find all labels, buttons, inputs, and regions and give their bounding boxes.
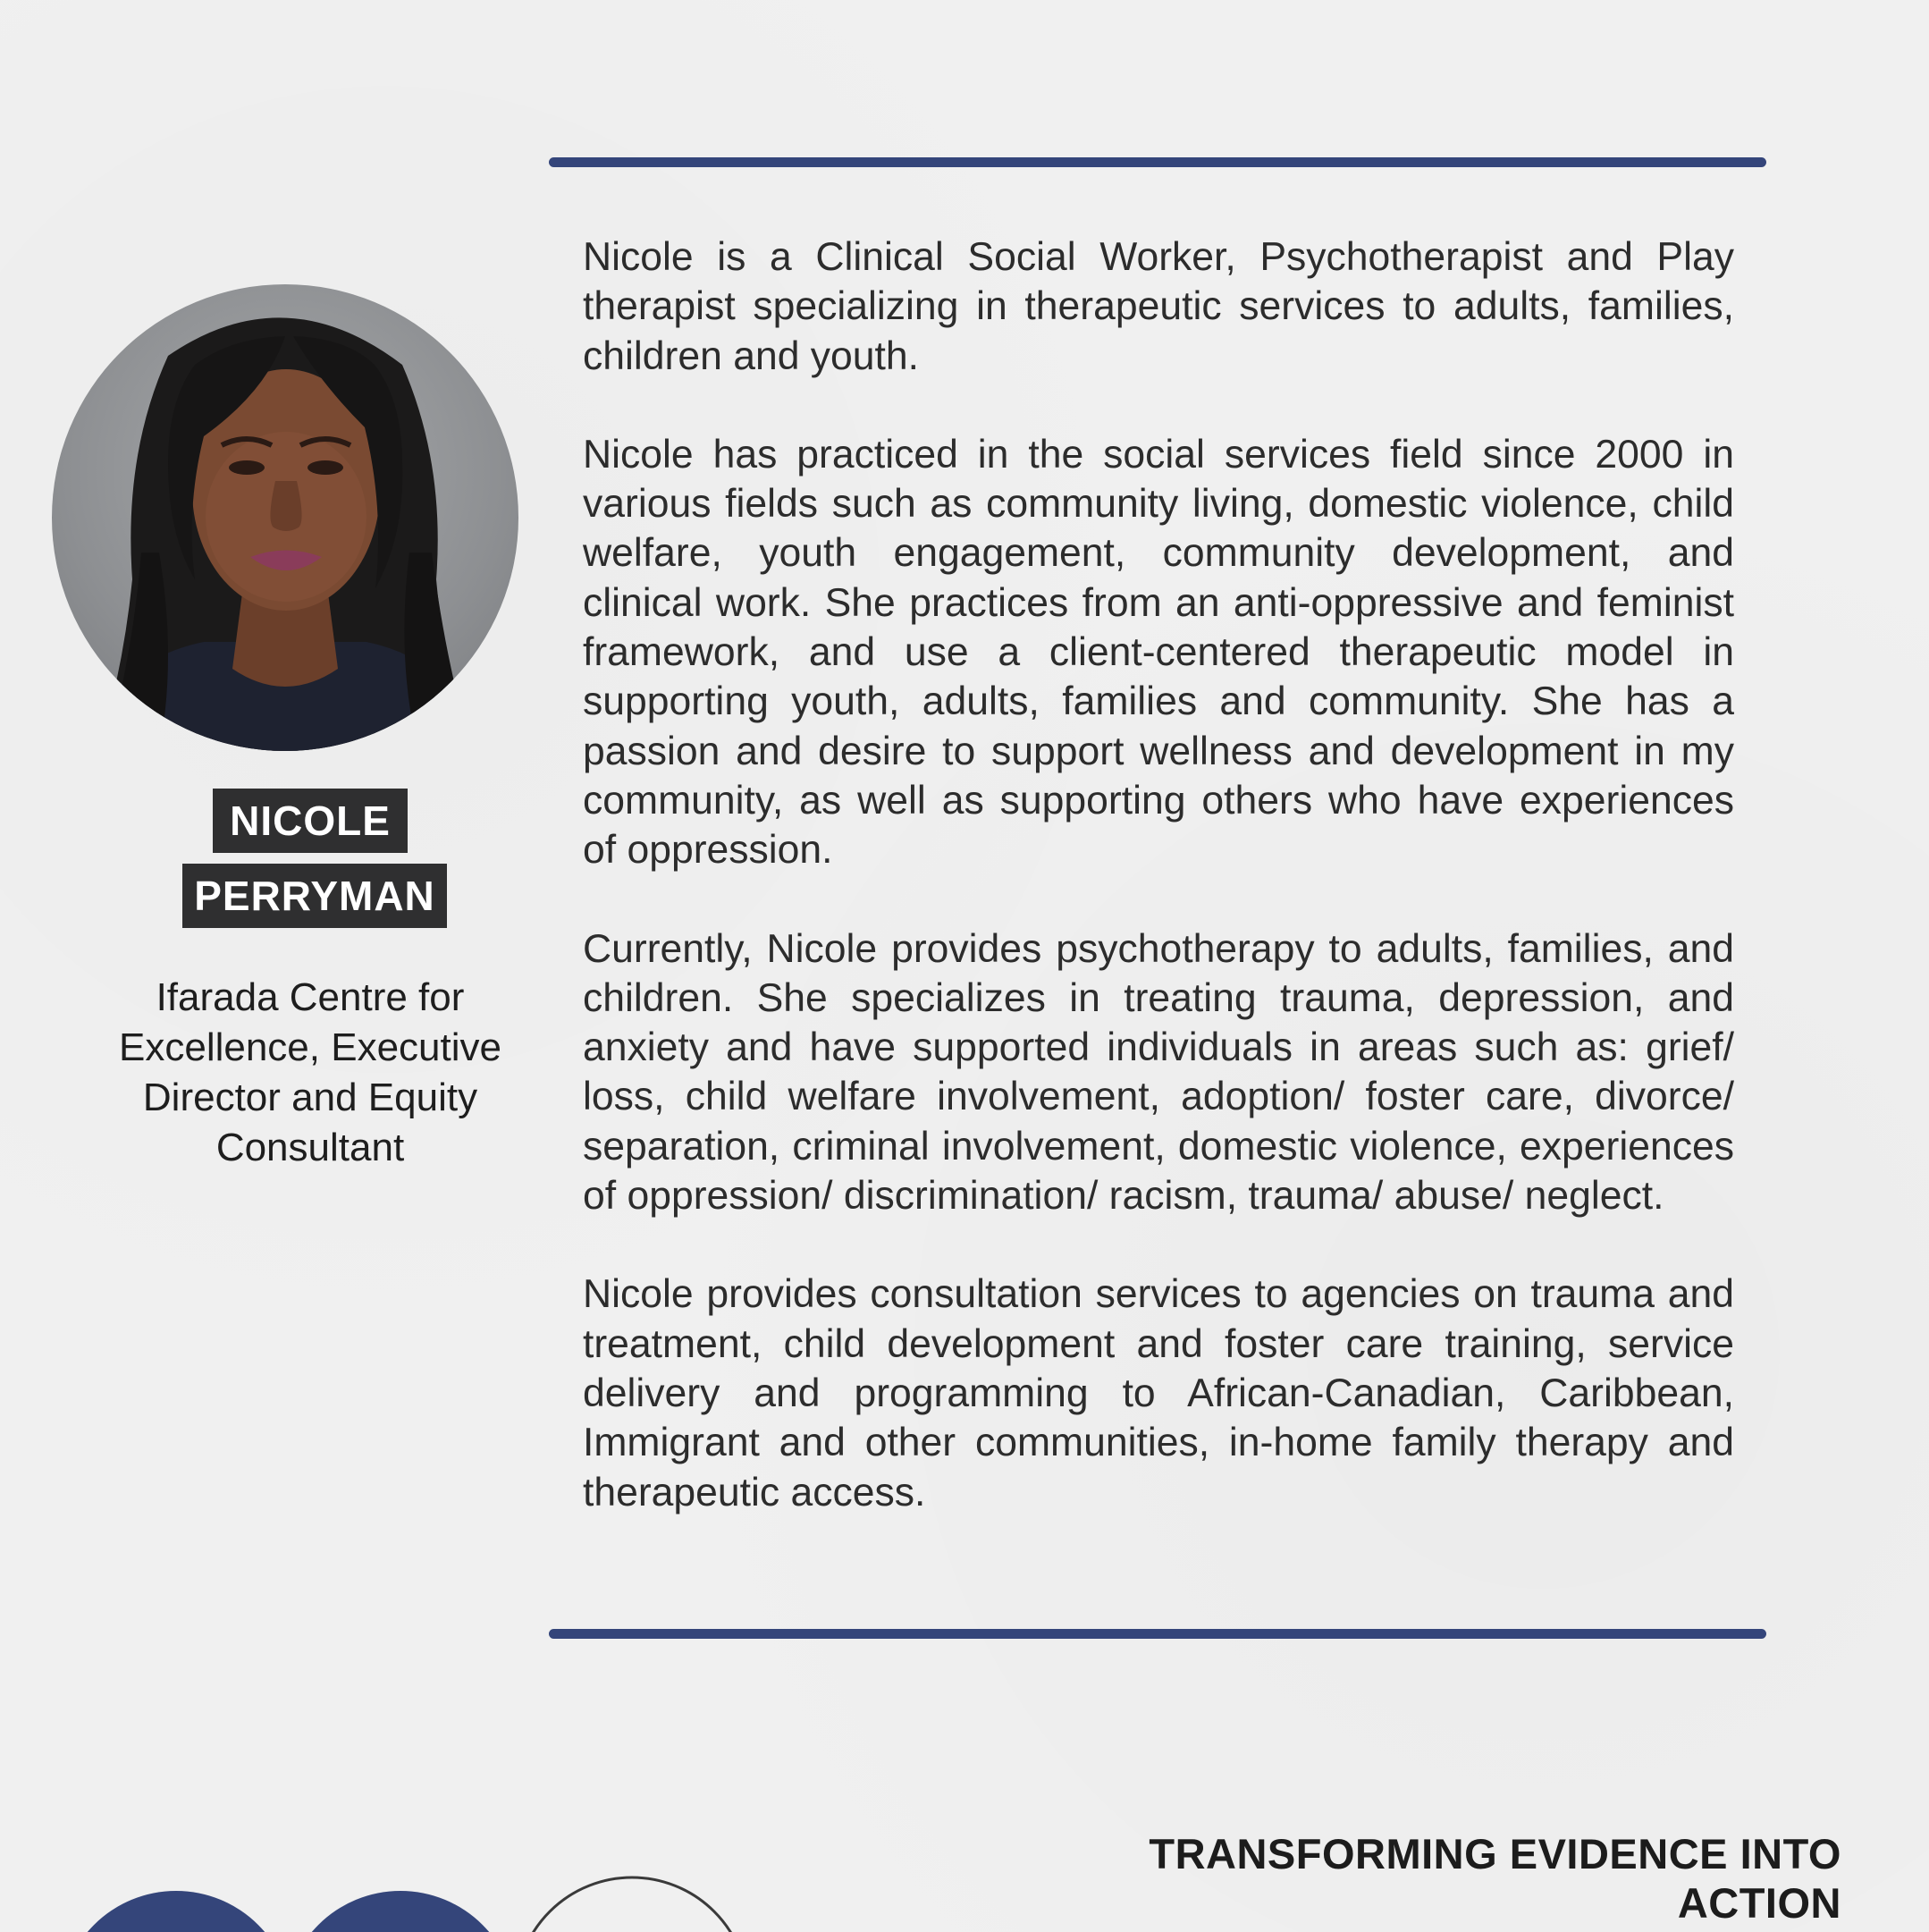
top-divider: [549, 157, 1766, 167]
biography: [583, 232, 1734, 1566]
first-name-badge: NICOLE: [213, 789, 408, 853]
bio-paragraph-4: Nicole provides consultation services to agencies on trauma and treatment, child development and foster care training, service delivery and programming to African-Canadian, Caribbean, Immigrant and other communities, in-home family therapy and therapeutic access.: [583, 1272, 1734, 1514]
decor-circle-filled-2: [284, 1891, 517, 1932]
decor-circle-outline: [516, 1877, 748, 1932]
bottom-divider: [549, 1629, 1766, 1639]
decorative-circles: [0, 1824, 804, 1932]
portrait-illustration: [52, 284, 518, 751]
bio-paragraph-1: Nicole is a Clinical Social Worker, Psychotherapist and Play therapist specializing in therapeutic services to adults, families, children and youth.: [583, 235, 1734, 378]
job-title: Ifarada Centre for Excellence, Executive Director and Equity Consultant: [119, 975, 501, 1169]
footer-tagline: TRANSFORMING EVIDENCE INTO ACTION: [1149, 1830, 1841, 1927]
decor-circle-filled-1: [60, 1891, 292, 1932]
bio-paragraph-3: Currently, Nicole provides psychotherapy to adults, families, and children. She specializes in treating trauma, depression, and anxiety and have supported individuals in areas such as: grief/ loss, child welfare involvement, adoption/ foster care, divorce/ separation, criminal involvement, domestic violence, experiences of oppression/ discrimination/ racism, trauma/ abuse/ neglect.: [583, 926, 1734, 1219]
bio-paragraph-2: Nicole has practiced in the social services field since 2000 in various fields such as community living, domestic violence, child welfare, youth engagement, community development, and clinical work. She practices from an anti-oppressive and feminist framework, and use a client-centered therapeutic model in supporting youth, adults, families and community. She has a passion and desire to support wellness and development in my community, as well as supporting others who have experiences of oppression.: [583, 432, 1734, 873]
last-name-badge: PERRYMAN: [182, 864, 447, 928]
profile-photo: [52, 284, 518, 751]
